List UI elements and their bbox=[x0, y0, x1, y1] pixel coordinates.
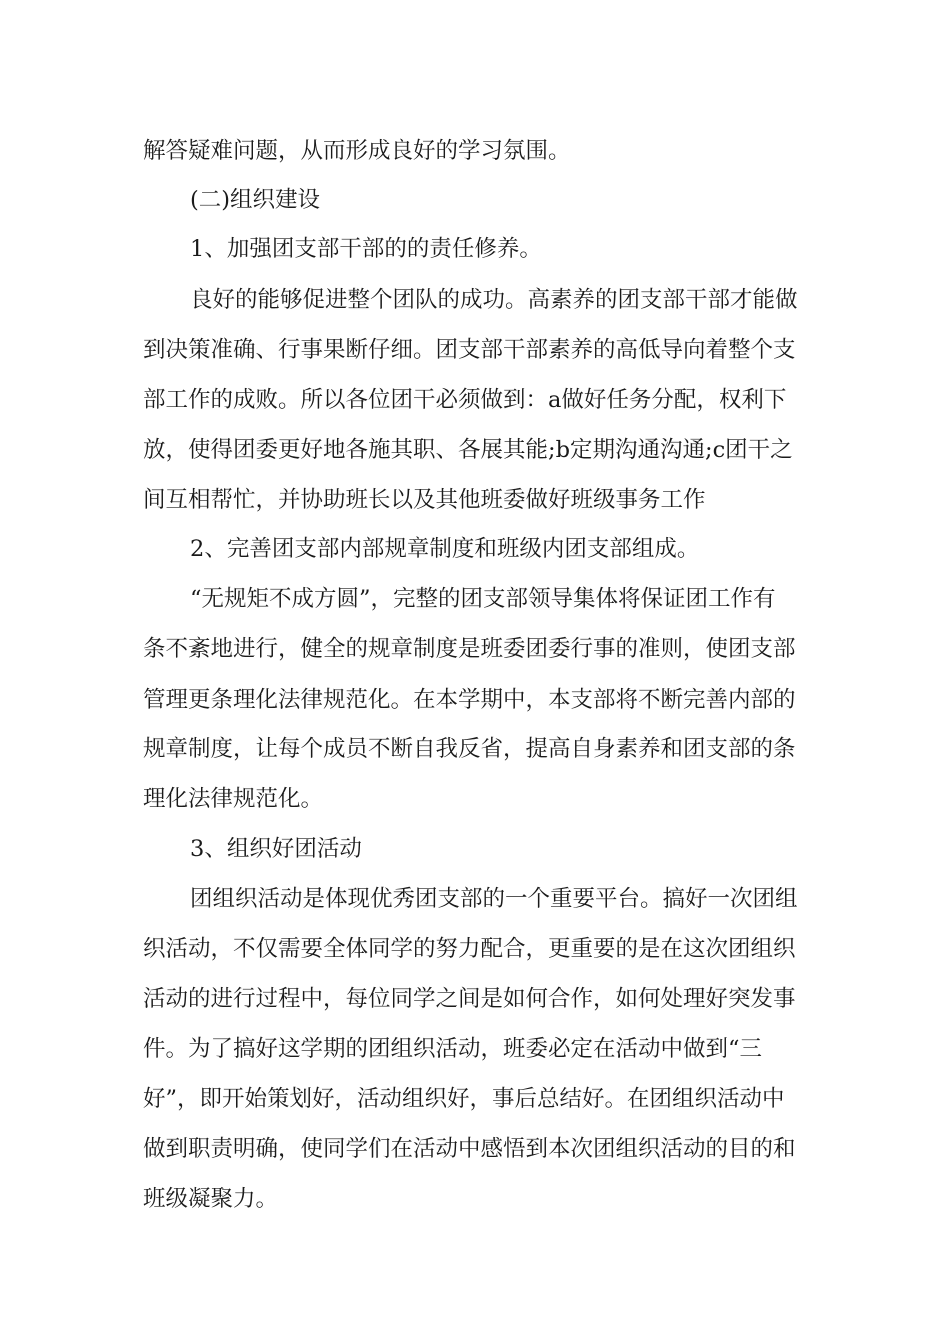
text-line: 良好的能够促进整个团队的成功。高素养的团支部干部才能做 bbox=[190, 287, 798, 313]
subsection-heading: 3、组织好团活动 bbox=[190, 836, 362, 862]
subsection-heading: 1、加强团支部干部的的责任修养。 bbox=[190, 236, 542, 262]
text-line: 放，使得团委更好地各施其职、各展其能;b定期沟通沟通;c团干之 bbox=[143, 437, 793, 463]
text-line: 活动的进行过程中，每位同学之间是如何合作，如何处理好突发事 bbox=[143, 986, 796, 1012]
text-line: 件。为了搞好这学期的团组织活动，班委必定在活动中做到“三 bbox=[143, 1036, 763, 1062]
text-line: 条不紊地进行，健全的规章制度是班委团委行事的准则，使团支部 bbox=[143, 636, 796, 662]
text-line: “无规矩不成方圆”，完整的团支部领导集体将保证团工作有 bbox=[190, 586, 776, 612]
text-line: 间互相帮忙，并协助班长以及其他班委做好班级事务工作 bbox=[143, 487, 706, 513]
text-line: 理化法律规范化。 bbox=[143, 786, 324, 812]
text-line: 班级凝聚力。 bbox=[143, 1186, 279, 1212]
text-line: 解答疑难问题，从而形成良好的学习氛围。 bbox=[143, 138, 571, 164]
text-line: 部工作的成败。所以各位团干必须做到：a做好任务分配，权利下 bbox=[143, 387, 787, 413]
text-line: 团组织活动是体现优秀团支部的一个重要平台。搞好一次团组 bbox=[190, 886, 798, 912]
text-line: 做到职责明确，使同学们在活动中感悟到本次团组织活动的目的和 bbox=[143, 1136, 796, 1162]
text-line: 好”，即开始策划好，活动组织好，事后总结好。在团组织活动中 bbox=[143, 1086, 785, 1112]
text-line: 管理更条理化法律规范化。在本学期中，本支部将不断完善内部的 bbox=[143, 687, 796, 713]
section-heading: (二)组织建设 bbox=[190, 187, 321, 213]
text-line: 织活动，不仅需要全体同学的努力配合，更重要的是在这次团组织 bbox=[143, 936, 796, 962]
text-line: 到决策准确、行事果断仔细。团支部干部素养的高低导向着整个支 bbox=[143, 337, 796, 363]
text-line: 规章制度，让每个成员不断自我反省，提高自身素养和团支部的条 bbox=[143, 736, 796, 762]
subsection-heading: 2、完善团支部内部规章制度和班级内团支部组成。 bbox=[190, 536, 700, 562]
